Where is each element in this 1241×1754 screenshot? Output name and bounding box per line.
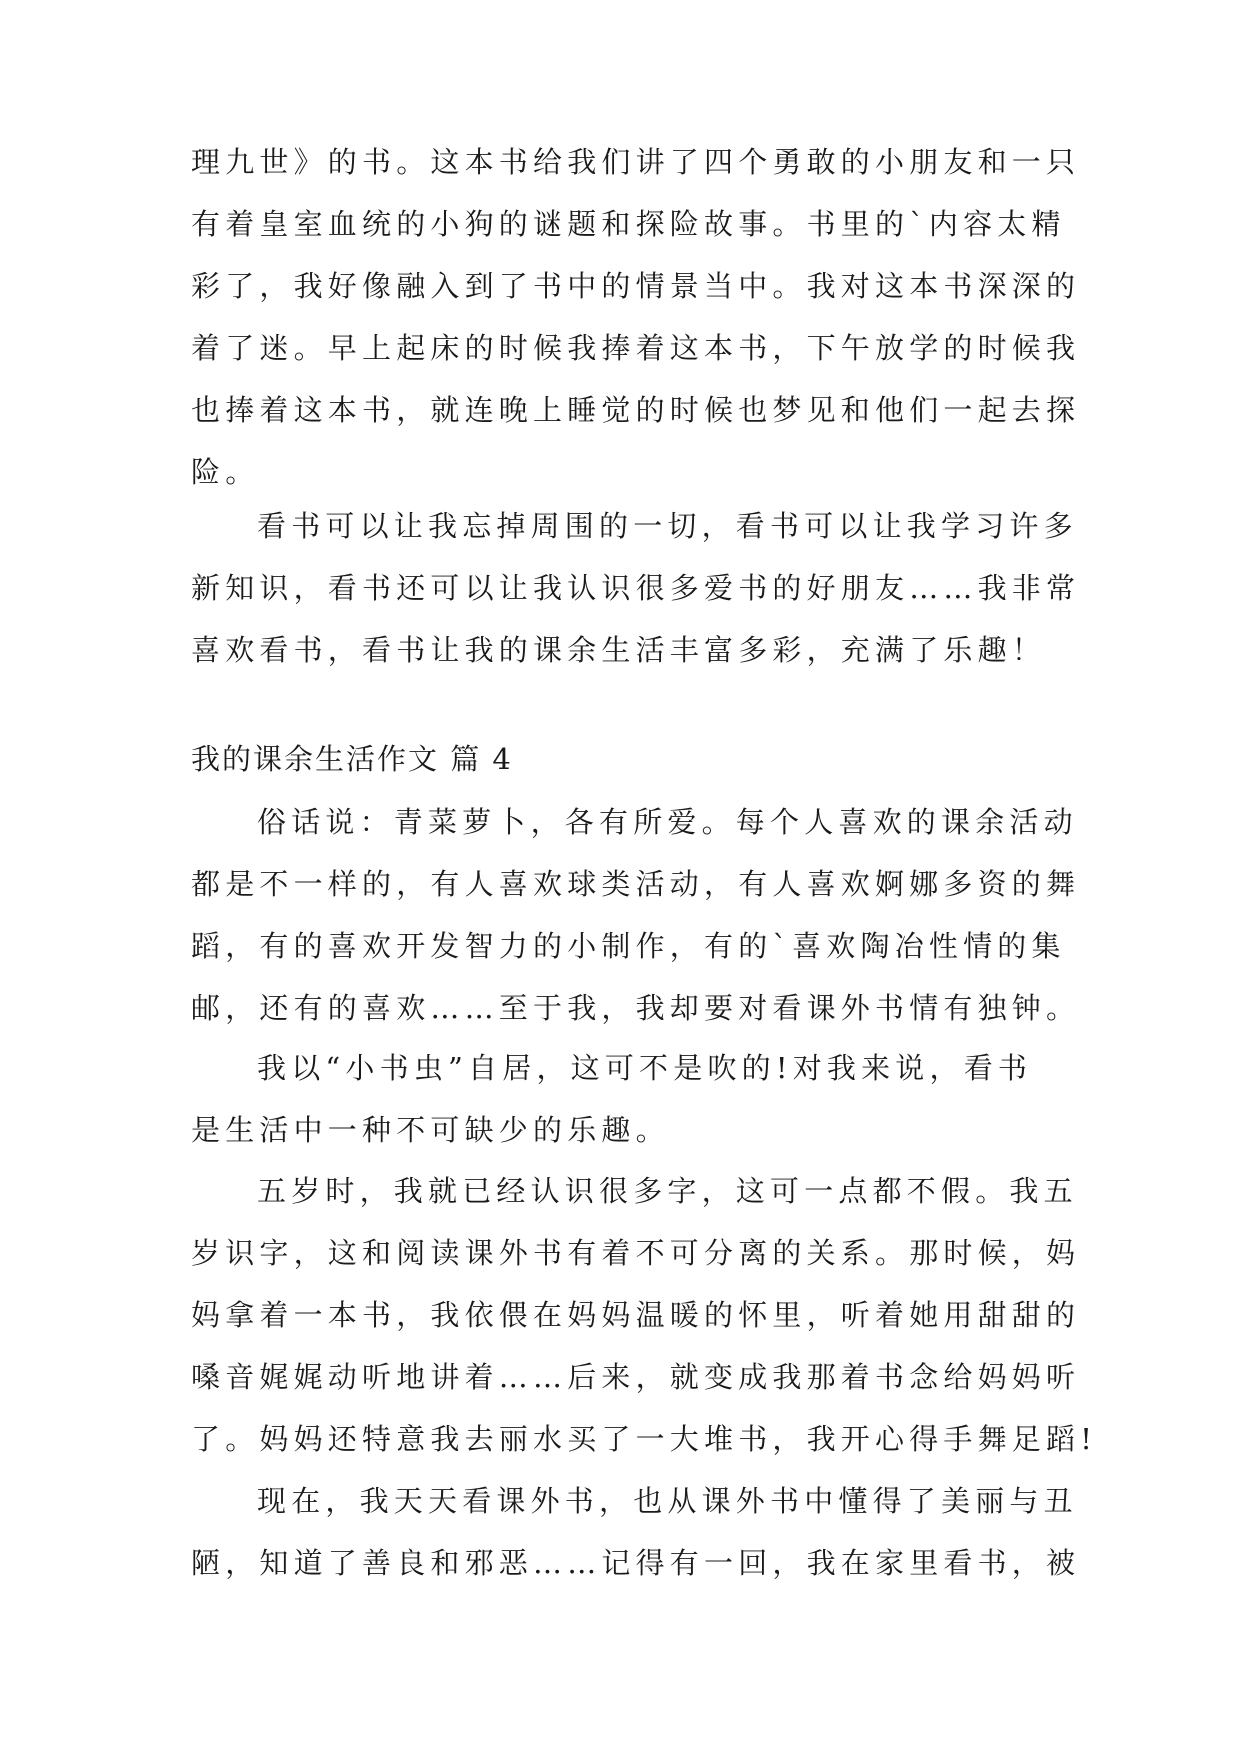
paragraph — [191, 1037, 1051, 1161]
section-title: 我的课余生活作文 篇 4 — [191, 742, 513, 776]
text-line: 新知识，看书还可以让我认识很多爱书的好朋友……我非常 — [191, 571, 1081, 605]
text-line: 岁识字，这和阅读课外书有着不可分离的关系。那时候，妈 — [191, 1236, 1081, 1270]
text-line: 看书可以让我忘掉周围的一切，看书可以让我学习许多 — [257, 509, 1078, 543]
text-line: 陋，知道了善良和邪恶……记得有一回，我在家里看书，被 — [191, 1546, 1081, 1580]
text-line: 五岁时，我就已经认识很多字，这可一点都不假。我五 — [257, 1174, 1078, 1208]
paragraph — [191, 495, 1081, 681]
text-line: 了。妈妈还特意我去丽水买了一大堆书，我开心得手舞足蹈! — [191, 1422, 1098, 1456]
paragraph — [191, 1470, 1081, 1594]
text-line: 有着皇室血统的小狗的谜题和探险故事。书里的`内容太精 — [191, 207, 1066, 241]
text-line: 理九世》的书。这本书给我们讲了四个勇敢的小朋友和一只 — [191, 145, 1081, 179]
text-line: 着了迷。早上起床的时候我捧着这本书，下午放学的时候我 — [191, 331, 1081, 365]
text-line: 也捧着这本书，就连晚上睡觉的时候也梦见和他们一起去探 — [191, 393, 1081, 427]
text-line: 蹈，有的喜欢开发智力的小制作，有的`喜欢陶冶性情的集 — [191, 929, 1066, 963]
paragraph — [191, 1160, 1098, 1470]
text-line: 妈拿着一本书，我依偎在妈妈温暖的怀里，听着她用甜甜的 — [191, 1298, 1081, 1332]
text-line: 现在，我天天看课外书，也从课外书中懂得了美丽与丑 — [257, 1484, 1078, 1518]
text-line: 喜欢看书，看书让我的课余生活丰富多彩，充满了乐趣！ — [191, 633, 1047, 667]
text-line: 险。 — [191, 455, 260, 489]
text-line: 邮，还有的喜欢……至于我，我却要对看课外书情有独钟。 — [191, 991, 1081, 1025]
text-line: 我以“小书虫”自居，这可不是吹的!对我来说，看书 — [257, 1051, 1033, 1085]
text-line: 是生活中一种不可缺少的乐趣。 — [191, 1113, 670, 1147]
text-line: 彩了，我好像融入到了书中的情景当中。我对这本书深深的 — [191, 269, 1081, 303]
paragraph — [191, 791, 1081, 1039]
text-line: 俗话说：青菜萝卜，各有所爱。每个人喜欢的课余活动 — [257, 805, 1078, 839]
paragraph — [191, 131, 1081, 503]
text-line: 都是不一样的，有人喜欢球类活动，有人喜欢婀娜多资的舞 — [191, 867, 1081, 901]
text-line: 嗓音娓娓动听地讲着……后来，就变成我那着书念给妈妈听 — [191, 1360, 1081, 1394]
